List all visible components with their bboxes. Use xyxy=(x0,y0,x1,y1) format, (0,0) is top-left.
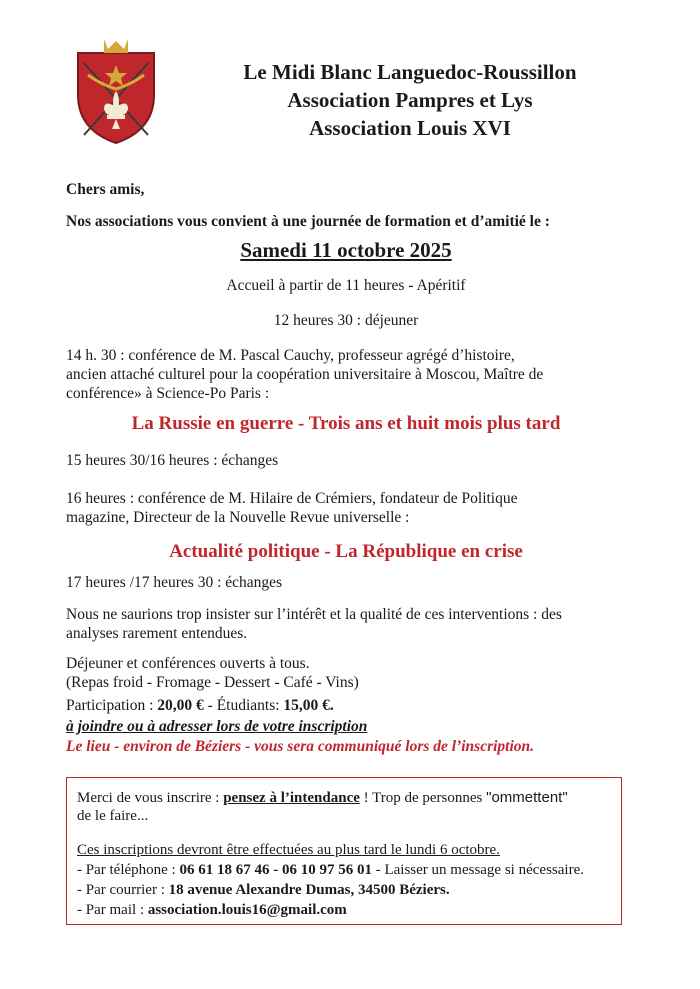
participation-label: Participation : xyxy=(66,697,158,714)
echanges-1: 15 heures 30/16 heures : échanges xyxy=(66,452,279,469)
conf2-line-2: magazine, Directeur de la Nouvelle Revue universelle : xyxy=(66,509,410,526)
conf1-title: La Russie en guerre - Trois ans et huit mois plus tard xyxy=(131,413,561,434)
header-line-2: Association Pampres et Lys xyxy=(287,88,533,112)
merci-bold: pensez à l’intendance xyxy=(223,790,360,806)
header-block xyxy=(200,58,620,142)
phone-post: - Laisser un message si nécessaire. xyxy=(371,862,584,878)
conf1-line-3: conférence» à Science-Po Paris : xyxy=(66,385,270,402)
insist-line-1: Nous ne saurions trop insister sur l’intérêt et la qualité de ces interventions : des xyxy=(66,606,562,623)
echanges-2: 17 heures /17 heures 30 : échanges xyxy=(66,574,283,591)
conf1-line-1: 14 h. 30 : conférence de M. Pascal Cauchy, professeur agrégé d’histoire, xyxy=(66,347,515,364)
participation-price: 20,00 € xyxy=(157,697,204,714)
email-label: - Par mail : xyxy=(77,902,148,918)
greeting: Chers amis, xyxy=(66,181,145,198)
event-date: Samedi 11 octobre 2025 xyxy=(240,238,452,262)
phone-line xyxy=(77,861,613,880)
students-price: 15,00 €. xyxy=(283,697,334,714)
insist-text xyxy=(66,605,636,643)
intro-text: Nos associations vous convient à une journée de formation et d’amitié le : xyxy=(66,213,550,230)
registration-box xyxy=(66,777,622,925)
crest-icon xyxy=(74,35,158,145)
phone-label: - Par téléphone : xyxy=(77,862,180,878)
mail-line xyxy=(77,881,613,900)
open-text: Déjeuner et conférences ouverts à tous. xyxy=(66,655,310,672)
joindre-text: à joindre ou à adresser lors de votre inscription xyxy=(66,718,368,735)
participation xyxy=(66,696,626,715)
merci-post: ! Trop de personnes xyxy=(359,790,487,806)
accueil-text: Accueil à partir de 11 heures - Apéritif xyxy=(226,277,466,294)
email-line xyxy=(77,901,613,920)
mail-value: 18 avenue Alexandre Dumas, 34500 Béziers. xyxy=(168,882,450,898)
merci-pre: Merci de vous inscrire : xyxy=(77,790,224,806)
insist-line-2: analyses rarement entendues. xyxy=(66,625,248,642)
merci-line-2: de le faire... xyxy=(77,808,149,824)
conf2-line-1: 16 heures : conférence de M. Hilaire de Crémiers, fondateur de Politique xyxy=(66,490,518,507)
conference-2 xyxy=(66,489,624,527)
deadline-text: Ces inscriptions devront être effectuées au plus tard le lundi 6 octobre. xyxy=(77,842,500,858)
dejeuner-text: 12 heures 30 : déjeuner xyxy=(273,312,419,329)
menu-text: (Repas froid - Fromage - Dessert - Café - Vins) xyxy=(66,674,359,691)
merci-line xyxy=(77,788,613,808)
header-line-1: Le Midi Blanc Languedoc-Roussillon xyxy=(243,60,577,84)
mail-label: - Par courrier : xyxy=(77,882,169,898)
participation-sep: - xyxy=(203,697,217,714)
email-value[interactable]: association.louis16@gmail.com xyxy=(147,902,347,918)
conf2-title: Actualité politique - La République en crise xyxy=(169,541,523,562)
merci-quote: "ommettent" xyxy=(486,789,568,806)
students-label: Étudiants: xyxy=(216,697,284,714)
conference-1 xyxy=(66,346,624,403)
phone-value[interactable]: 06 61 18 67 46 - 06 10 97 56 01 xyxy=(179,862,372,878)
header-line-3: Association Louis XVI xyxy=(309,116,511,140)
conf1-line-2: ancien attaché culturel pour la coopération universitaire à Moscou, Maître de xyxy=(66,366,544,383)
lieu-text: Le lieu - environ de Béziers - vous sera communiqué lors de l’inscription. xyxy=(66,738,535,755)
